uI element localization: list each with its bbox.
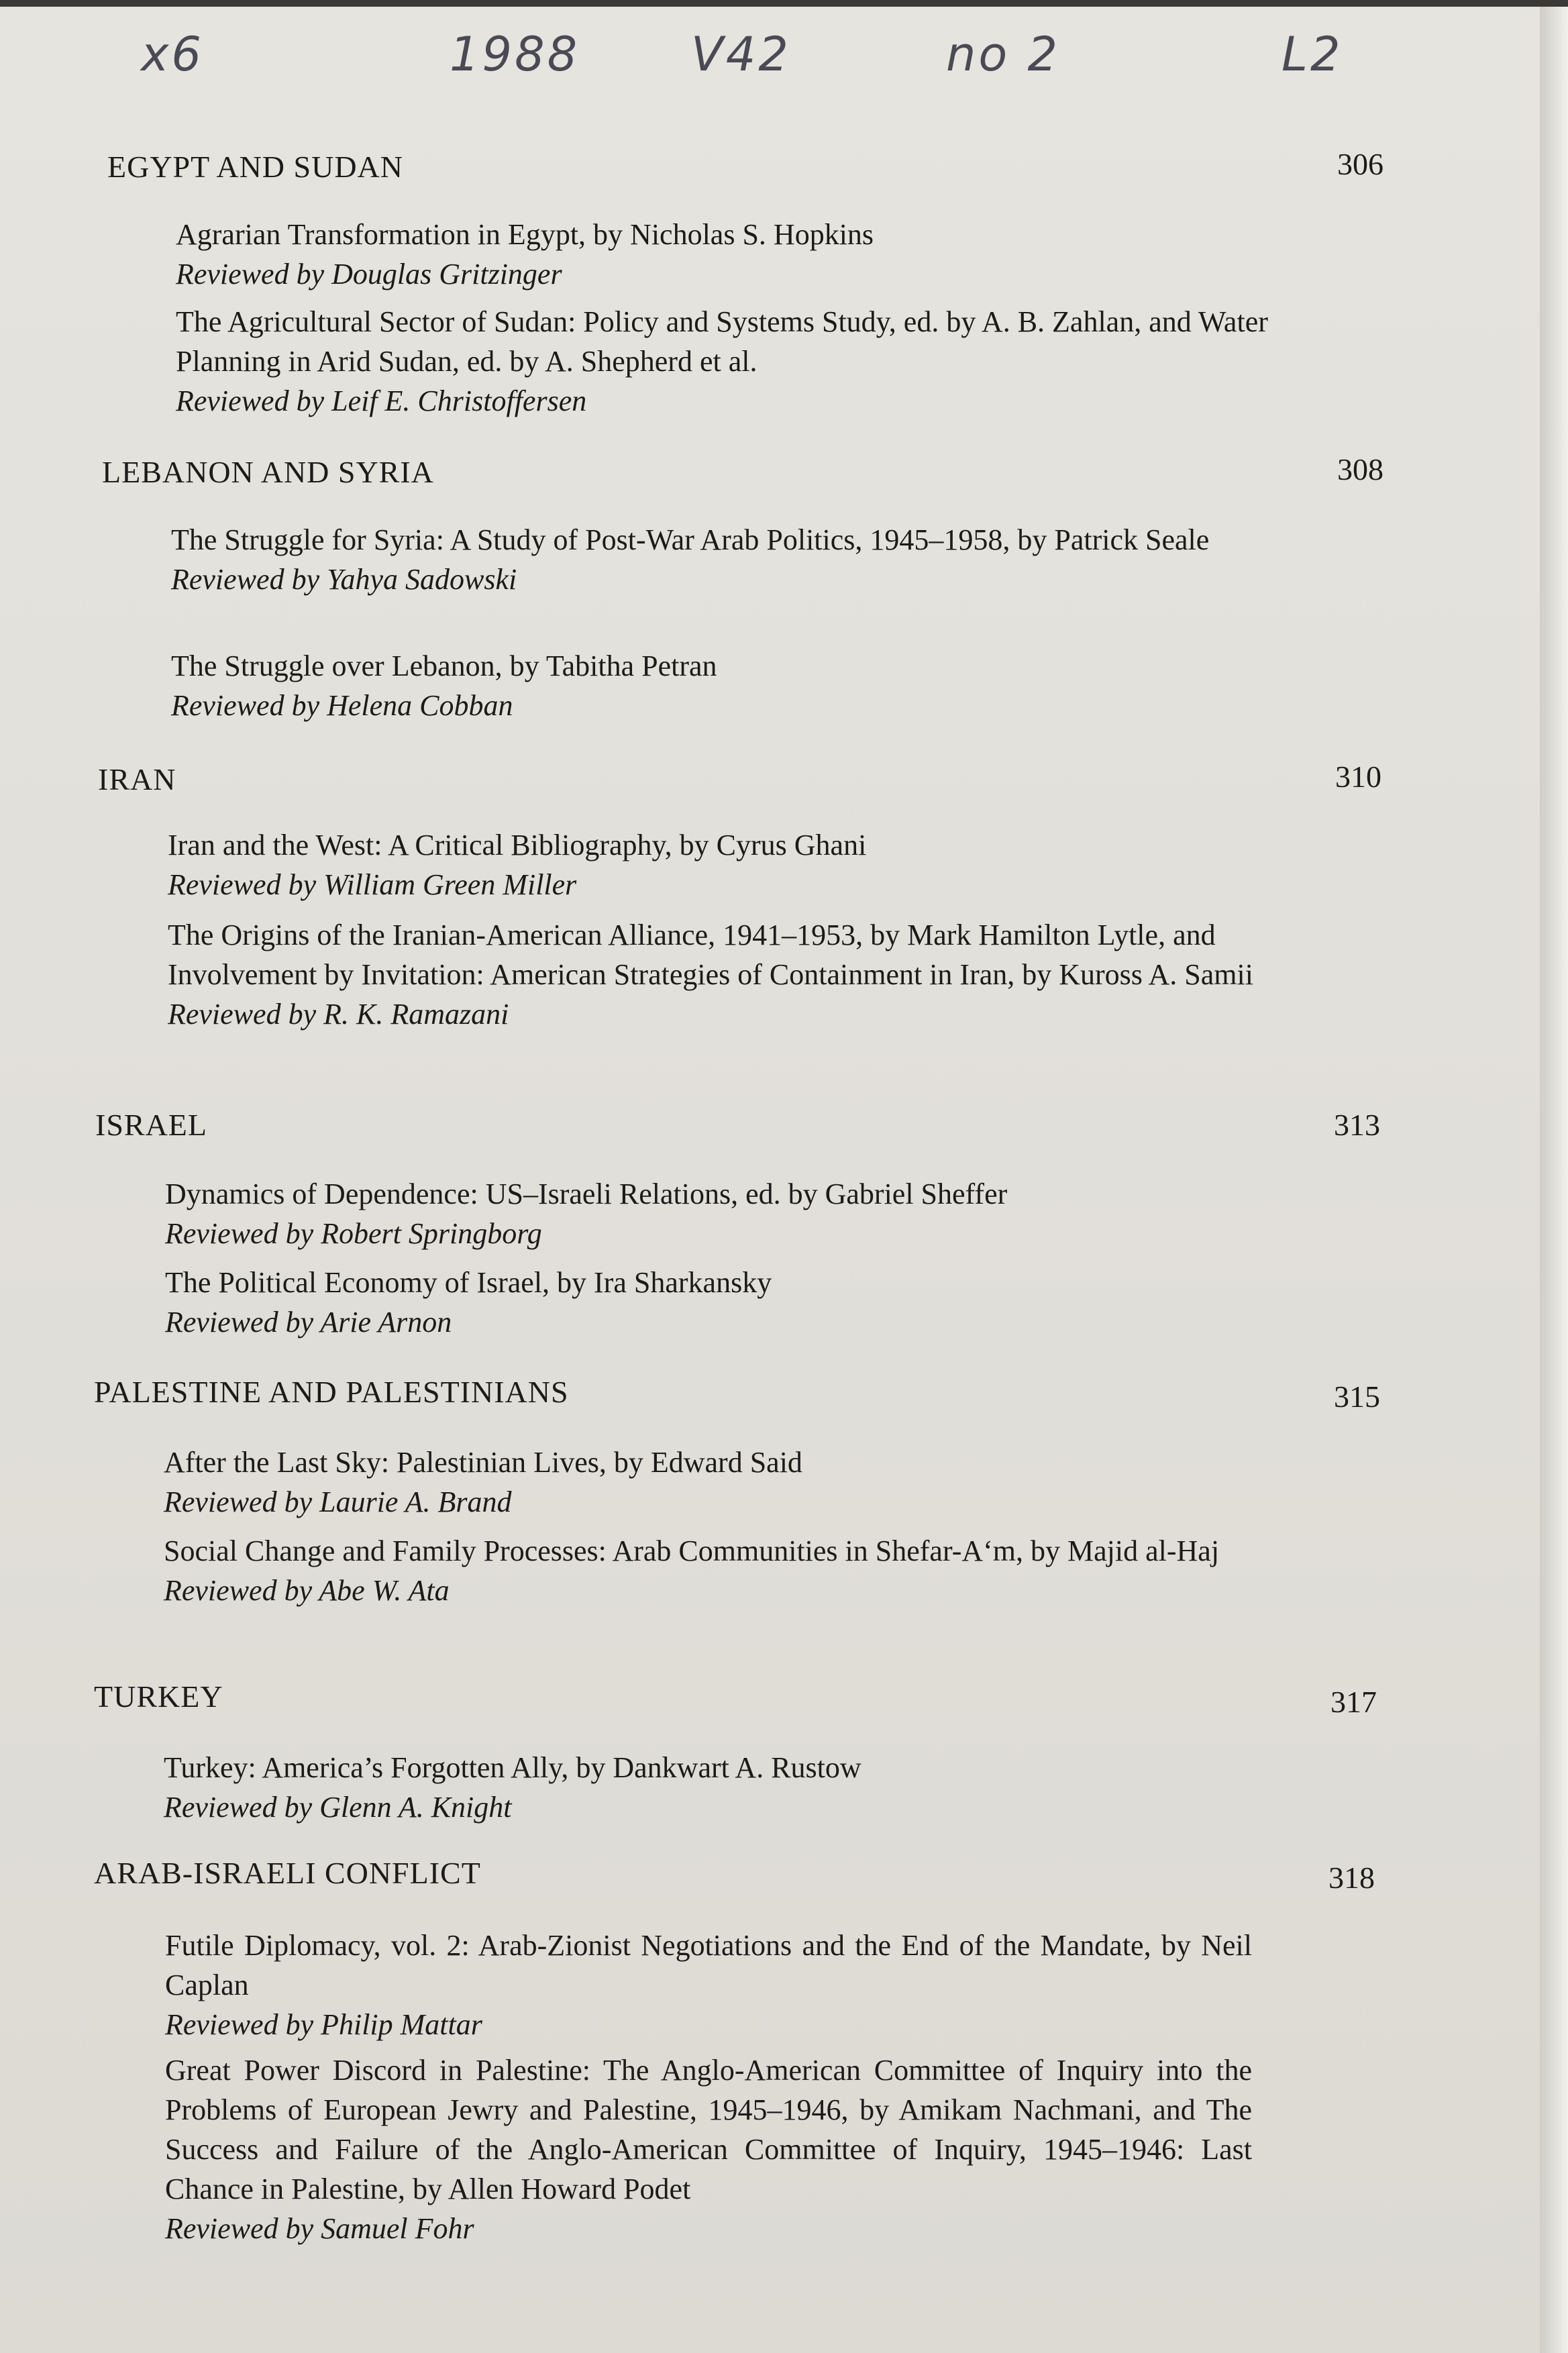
- section-page-egypt-sudan: 306: [1337, 147, 1383, 181]
- top-shadow: [0, 0, 1568, 7]
- entry-title: Agrarian Transformation in Egypt, by Nicholas S. Hopkins: [176, 218, 874, 251]
- section-heading-lebanon-syria: LEBANON AND SYRIA: [102, 455, 434, 489]
- entry-title: The Struggle over Lebanon, by Tabitha Petran: [171, 649, 717, 682]
- entry-title: Great Power Discord in Palestine: The Anglo-American Committee of Inquiry into the Problems of European Jewry and Palestine, 1945–1946, by Amikam Nachmani, and The Success and Failure of the Anglo-American Committee of Inquiry, 1945–1946: Last Chance in Palestine, by Allen Howard Podet: [165, 2054, 1252, 2205]
- section-page-lebanon-syria: 308: [1337, 452, 1383, 486]
- review-entry: [165, 1926, 1252, 2044]
- entry-reviewer: Reviewed by Yahya Sadowski: [171, 563, 517, 596]
- section-heading-turkey: TURKEY: [94, 1679, 223, 1714]
- entry-reviewer: Reviewed by Abe W. Ata: [164, 1574, 450, 1607]
- entry-reviewer: Reviewed by William Green Miller: [168, 868, 577, 901]
- review-entry: [168, 915, 1268, 1034]
- section-heading-iran: IRAN: [98, 762, 176, 796]
- review-entry: [171, 520, 1271, 599]
- entry-reviewer: Reviewed by Arie Arnon: [165, 1306, 452, 1339]
- section-page-arab-israeli: 318: [1328, 1861, 1375, 1895]
- section-heading-egypt-sudan: EGYPT AND SUDAN: [107, 150, 403, 184]
- entry-title: After the Last Sky: Palestinian Lives, by Edward Said: [164, 1446, 802, 1479]
- section-page-iran: 310: [1335, 760, 1381, 794]
- review-entry: [165, 2050, 1252, 2248]
- handwritten-mark-year: 1988: [450, 27, 580, 82]
- entry-reviewer: Reviewed by Leif E. Christoffersen: [176, 384, 587, 417]
- section-page-palestine: 315: [1334, 1379, 1380, 1414]
- entry-title: Iran and the West: A Critical Bibliography, by Cyrus Ghani: [168, 829, 867, 861]
- review-entry: [164, 1443, 1264, 1522]
- review-entry: [164, 1531, 1264, 1610]
- review-entry: [168, 825, 1268, 904]
- entry-reviewer: Reviewed by Laurie A. Brand: [164, 1485, 512, 1518]
- handwritten-mark-1: x6: [141, 27, 204, 82]
- section-page-israel: 313: [1334, 1108, 1380, 1142]
- review-entry: [176, 215, 1276, 294]
- entry-title: The Agricultural Sector of Sudan: Policy and Systems Study, ed. by A. B. Zahlan, and Water Planning in Arid Sudan, ed. by A. Shepherd et al.: [176, 305, 1268, 378]
- section-page-turkey: 317: [1330, 1685, 1377, 1719]
- entry-reviewer: Reviewed by Robert Springborg: [165, 1217, 542, 1250]
- handwritten-mark-code: L2: [1282, 27, 1343, 82]
- handwritten-mark-volume: V42: [691, 27, 791, 82]
- entry-reviewer: Reviewed by Philip Mattar: [165, 2008, 482, 2041]
- entry-reviewer: Reviewed by Helena Cobban: [171, 689, 513, 722]
- page-edge: [1540, 0, 1568, 2353]
- review-entry: [164, 1748, 1264, 1827]
- entry-title: Futile Diplomacy, vol. 2: Arab-Zionist Negotiations and the End of the Mandate, by Neil Caplan: [165, 1929, 1252, 2001]
- review-entry: [165, 1263, 1265, 1342]
- entry-title: The Struggle for Syria: A Study of Post-War Arab Politics, 1945–1958, by Patrick Seale: [171, 523, 1210, 556]
- handwritten-mark-number: no 2: [946, 27, 1060, 82]
- section-heading-arab-israeli: ARAB-ISRAELI CONFLICT: [94, 1856, 481, 1890]
- review-entry: [165, 1174, 1265, 1253]
- review-entry: [176, 302, 1276, 421]
- entry-reviewer: Reviewed by R. K. Ramazani: [168, 998, 509, 1031]
- entry-title: Social Change and Family Processes: Arab Communities in Shefar-A‘m, by Majid al-Haj: [164, 1534, 1220, 1567]
- entry-title: The Political Economy of Israel, by Ira Sharkansky: [165, 1266, 772, 1299]
- section-heading-israel: ISRAEL: [95, 1108, 207, 1142]
- entry-reviewer: Reviewed by Samuel Fohr: [165, 2212, 474, 2245]
- section-heading-palestine: PALESTINE AND PALESTINIANS: [94, 1375, 569, 1409]
- entry-reviewer: Reviewed by Glenn A. Knight: [164, 1791, 512, 1824]
- entry-reviewer: Reviewed by Douglas Gritzinger: [176, 258, 562, 291]
- entry-title: Turkey: America’s Forgotten Ally, by Dankwart A. Rustow: [164, 1751, 861, 1784]
- review-entry: [171, 646, 1271, 725]
- entry-title: Dynamics of Dependence: US–Israeli Relations, ed. by Gabriel Sheffer: [165, 1178, 1008, 1210]
- entry-title: The Origins of the Iranian-American Alliance, 1941–1953, by Mark Hamilton Lytle, and Involvement by Invitation: American Strategies of Containment in Iran, by Kuross A. Samii: [168, 919, 1253, 991]
